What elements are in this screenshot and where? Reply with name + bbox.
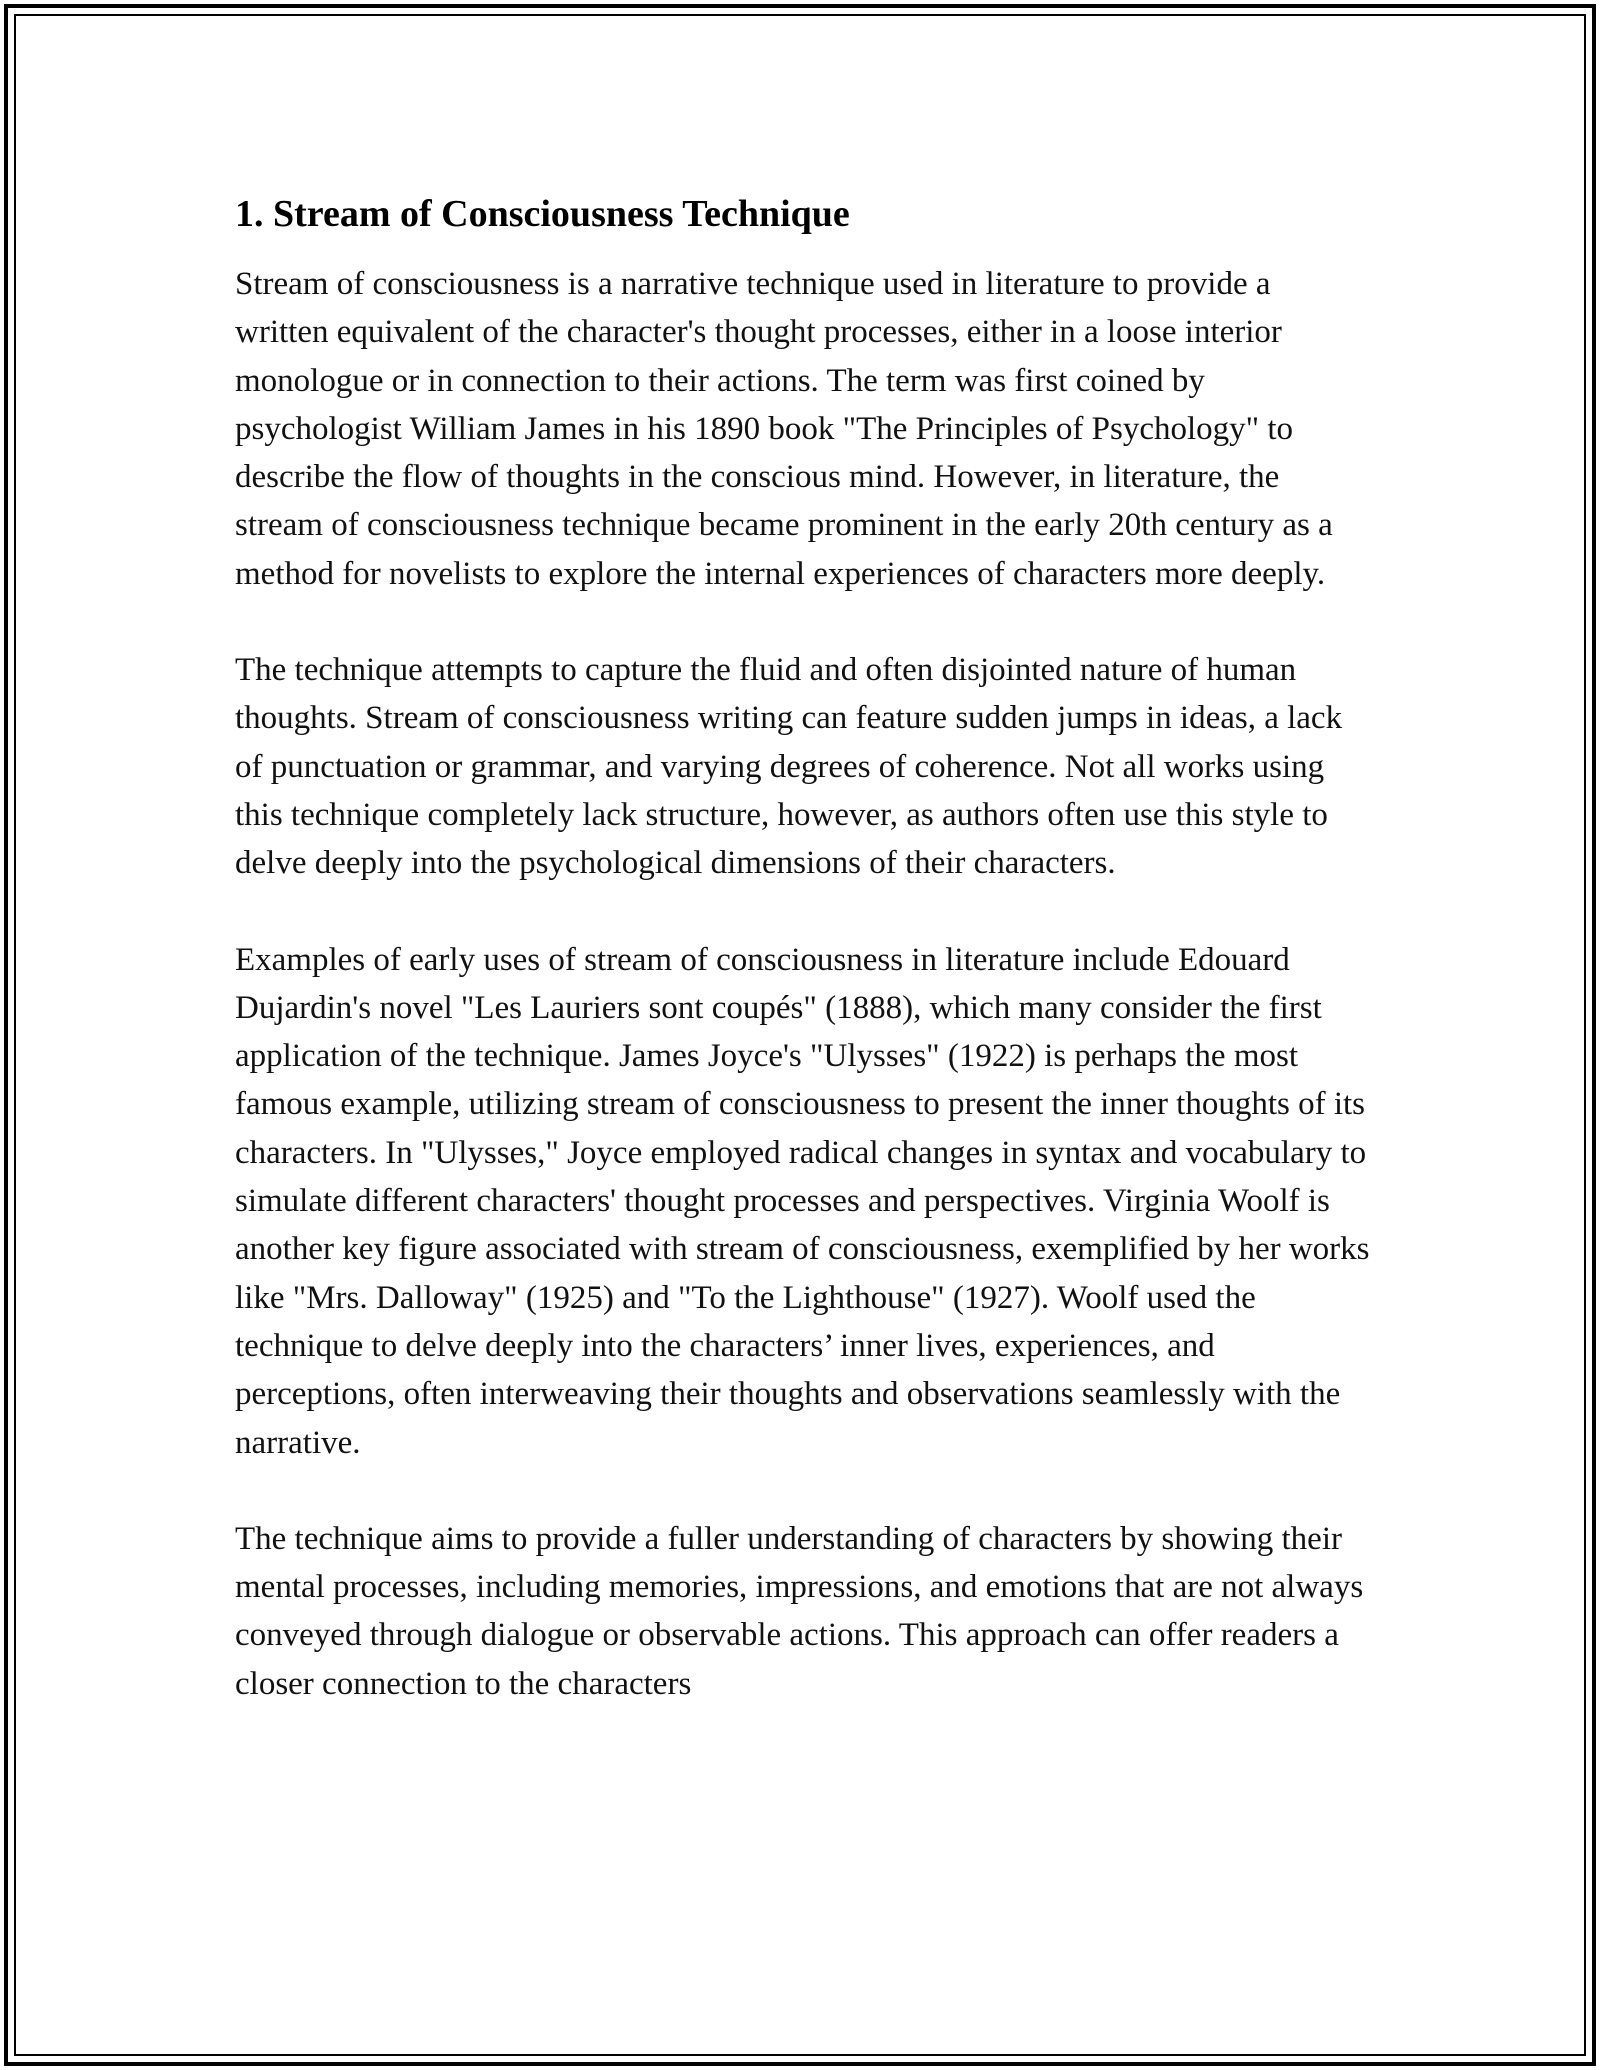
paragraph-nature: The technique attempts to capture the fluid and often disjointed nature of human thoughts. Stream of consciousness writing can feature sudden jumps in ideas, a lack of punctuation or grammar, and varying degrees of coherence. Not all works using this technique completely lack structure, however, as authors often use this style to delve deeply into the psychological dimensions of their characters.: [235, 652, 1343, 882]
paragraph-intro: Stream of consciousness is a narrative technique used in literature to provide a written equivalent of the character's thought processes, either in a loose interior monologue or in connection to their actions. The term was first coined by psychologist William James in his 1890 book "The Principles of Psychology" to describe the flow of thoughts in the conscious mind. However, in literature, the stream of consciousness technique became prominent in the early 20th century as a method for novelists to explore the internal experiences of characters more deeply.: [235, 266, 1333, 592]
paragraph-examples: Examples of early uses of stream of consciousness in literature include Edouard Dujardin's novel "Les Lauriers sont coupés" (1888), which many consider the first application of the technique. James Joyce's "Ulysses" (1922) is perhaps the most famous example, utilizing stream of consciousness to present the inner thoughts of its characters. In "Ulysses," Joyce employed radical changes in syntax and vocabulary to simulate different characters' thought processes and perspectives. Virginia Woolf is another key figure associated with stream of consciousness, exemplified by her works like "Mrs. Dalloway" (1925) and "To the Lighthouse" (1927). Woolf used the technique to delve deeply into the characters’ inner lives, experiences, and perceptions, often interweaving their thoughts and observations seamlessly with the narrative.: [235, 941, 1370, 1461]
document-body: [235, 190, 1370, 1756]
paragraph-aims: The technique aims to provide a fuller understanding of characters by showing their mental processes, including memories, impressions, and emotions that are not always conveyed through dialogue or observable actions. This approach can offer readers a closer connection to the characters: [235, 1520, 1364, 1702]
section-heading: 1. Stream of Consciousness Technique: [235, 193, 850, 235]
